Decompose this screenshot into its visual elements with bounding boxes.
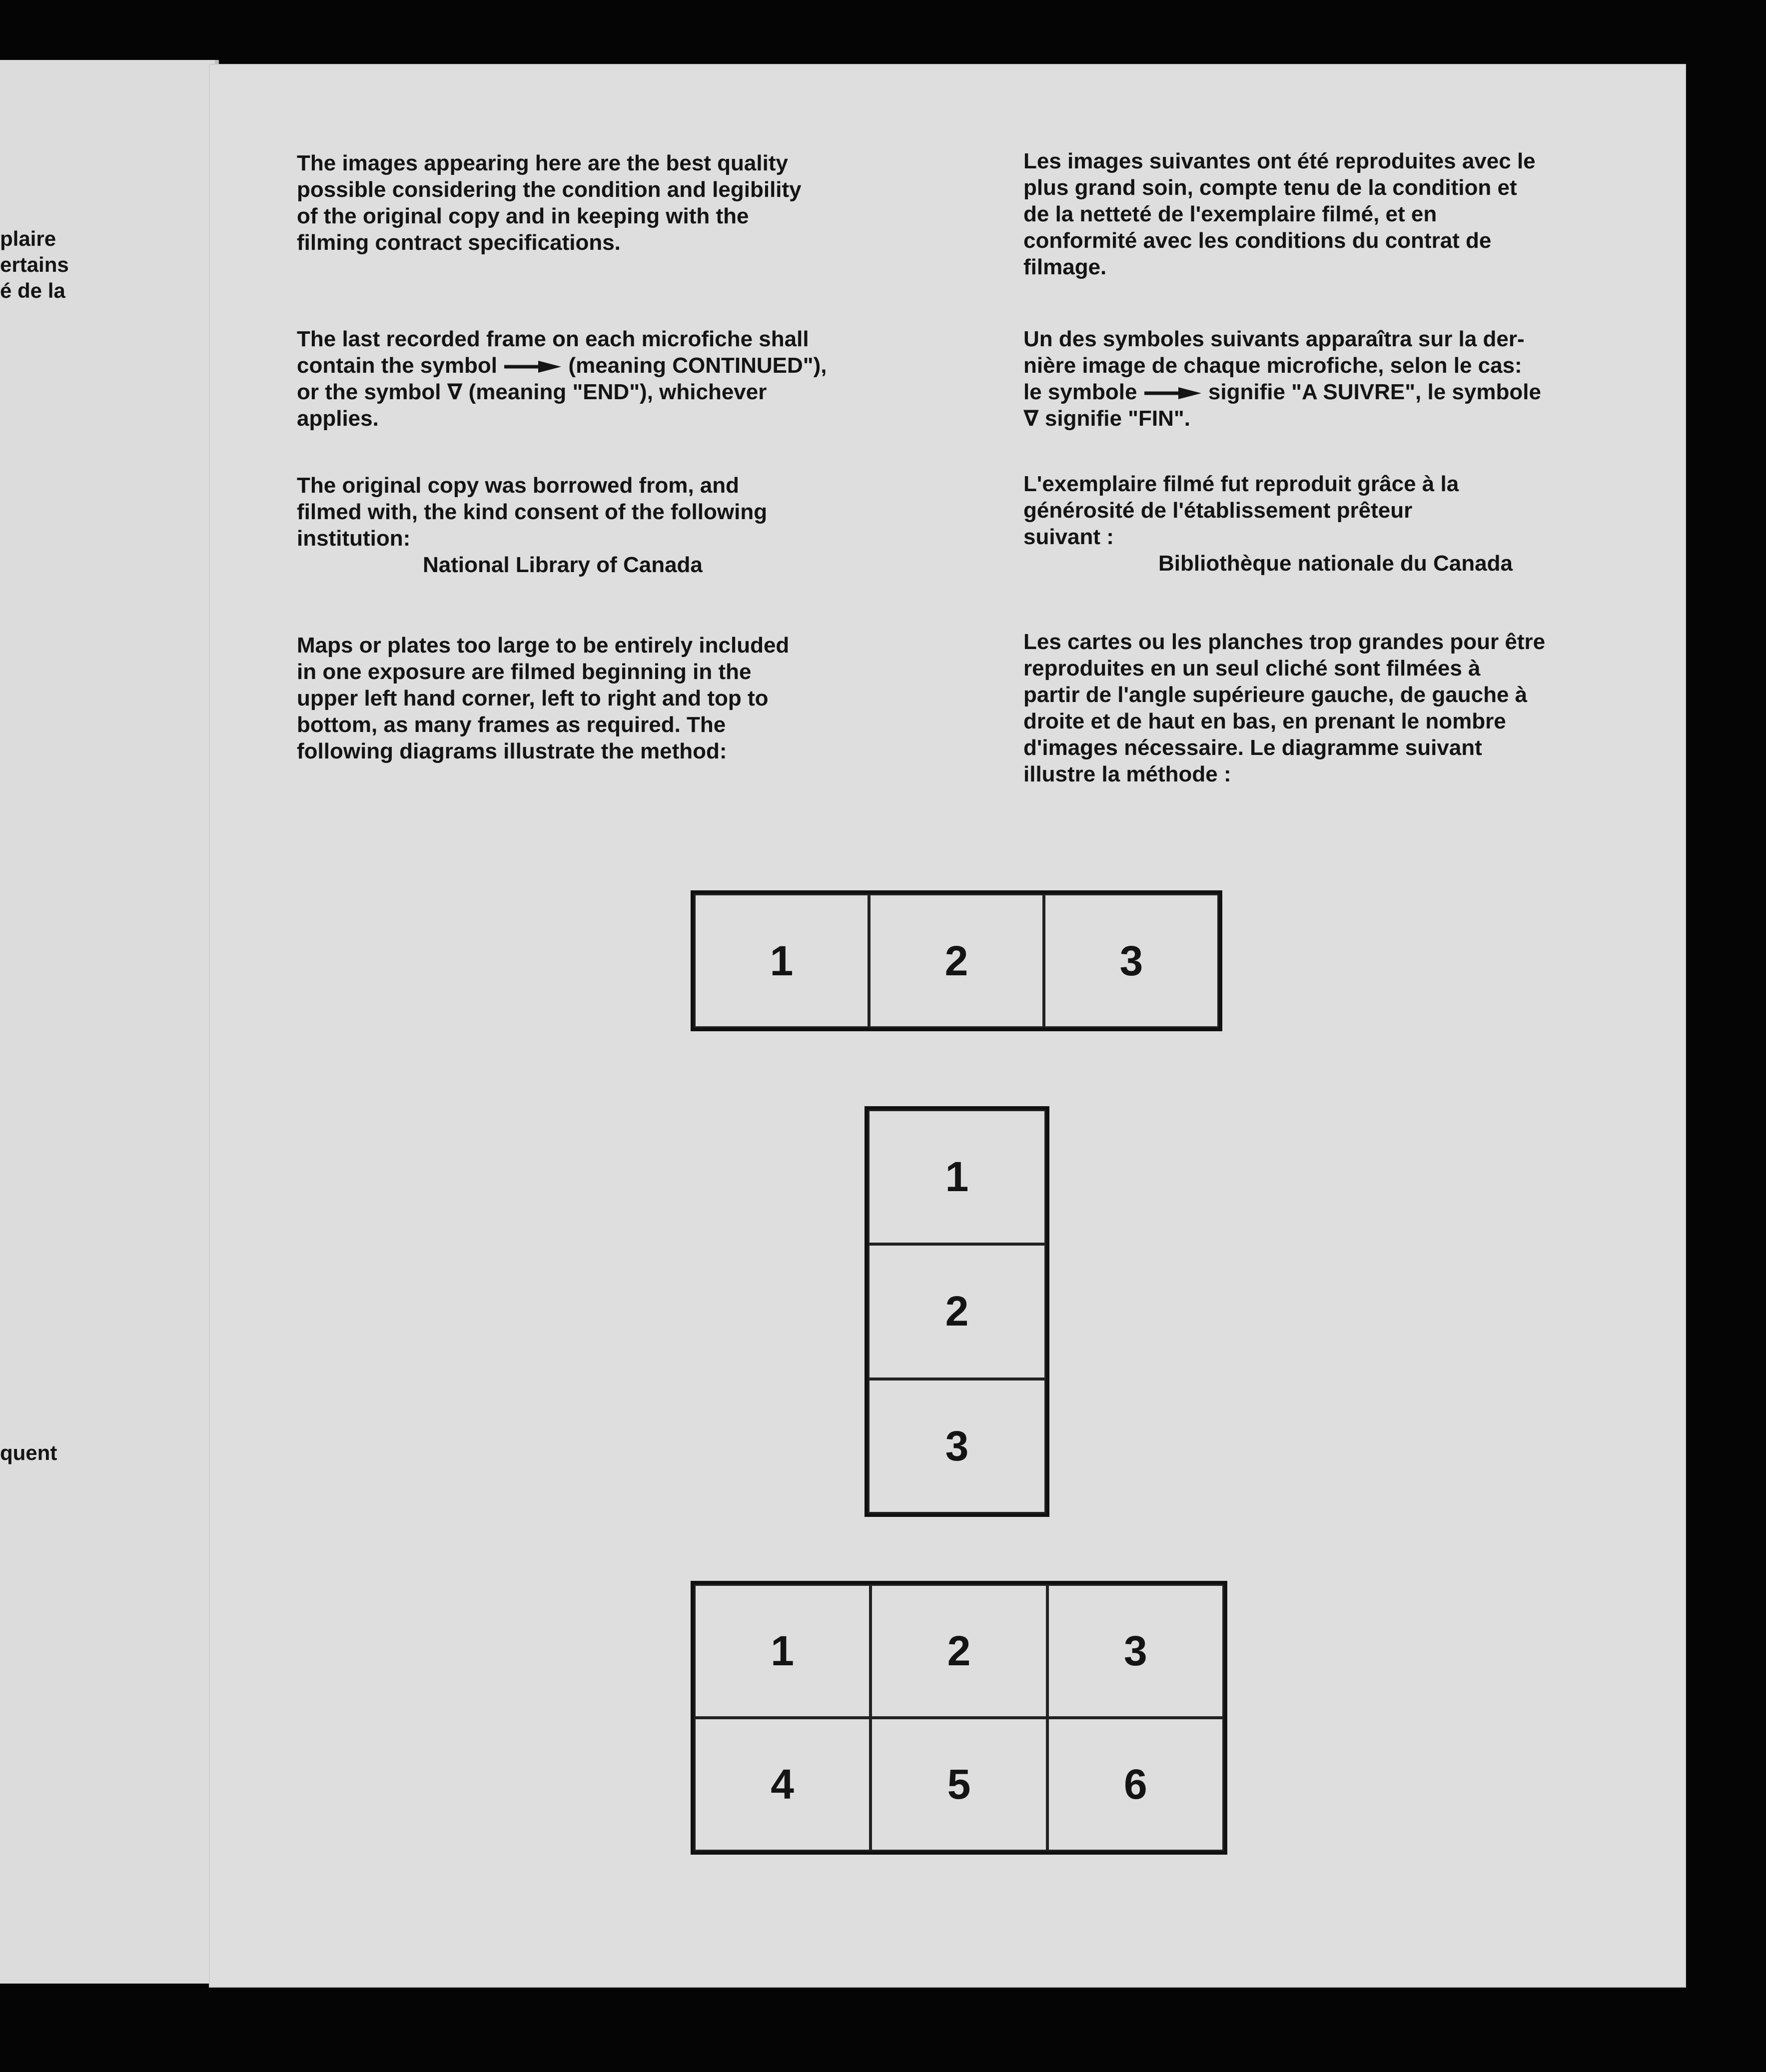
text-line: filming contract specifications.: [297, 230, 621, 255]
text-line: filmage.: [1023, 255, 1107, 279]
text-line: illustre la méthode :: [1023, 762, 1231, 786]
continued-arrow-icon: [1143, 386, 1202, 401]
text-line: in one exposure are filmed beginning in the: [297, 660, 752, 684]
left-fragment-text: plaire: [0, 227, 56, 250]
text-span: le symbole: [1023, 380, 1137, 404]
text-span: (meaning "END"), whichever: [468, 380, 767, 404]
text-line: following diagrams illustrate the method:: [297, 739, 727, 763]
text-line: [297, 352, 911, 379]
diagram-cell: 6: [1047, 1718, 1224, 1851]
left-fragment-text: é de la: [0, 279, 65, 302]
text-line: applies.: [297, 406, 379, 431]
text-line: The original copy was borrowed from, and: [297, 473, 740, 498]
english-symbols: [297, 326, 911, 432]
diagram-cell: 3: [1044, 894, 1219, 1028]
french-intro: [1023, 148, 1638, 280]
text-line: bottom, as many frames as required. The: [297, 712, 726, 737]
text-span: signifie "FIN".: [1044, 406, 1190, 431]
text-line: Maps or plates too large to be entirely included: [297, 633, 790, 658]
institution-name: National Library of Canada: [423, 553, 703, 577]
institution-name: Bibliothèque nationale du Canada: [1158, 551, 1513, 576]
diagram-vertical: [865, 1106, 1049, 1517]
diagram-cell: 1: [694, 894, 869, 1028]
diagram-cell: 4: [694, 1718, 871, 1851]
text-line: possible considering the condition and legibility: [297, 177, 802, 202]
text-line: The last recorded frame on each microfiche shall: [297, 327, 809, 351]
text-line: générosité de l'établissement prêteur: [1023, 498, 1413, 523]
text-line: conformité avec les conditions du contrat de: [1023, 228, 1492, 253]
diagram-cell: 3: [868, 1379, 1046, 1513]
text-line: institution:: [297, 526, 411, 551]
text-line: de la netteté de l'exemplaire filmé, et en: [1023, 202, 1437, 226]
text-line: [1023, 379, 1638, 405]
text-line: Un des symboles suivants apparaîtra sur la der-: [1023, 327, 1525, 351]
diagram-grid: [691, 1581, 1227, 1855]
text-line: [297, 379, 911, 405]
text-line: d'images nécessaire. Le diagramme suivant: [1023, 735, 1482, 760]
diagram-cell: 1: [694, 1584, 871, 1718]
english-maps: [297, 632, 911, 764]
french-maps: [1023, 629, 1638, 787]
text-line: partir de l'angle supérieure gauche, de gauche à: [1023, 683, 1528, 707]
end-triangle-icon: ∇: [447, 380, 463, 404]
diagram-cell: 2: [868, 1244, 1046, 1379]
english-intro: [297, 150, 911, 256]
text-span: signifie "A SUIVRE", le symbole: [1208, 380, 1541, 404]
diagram-cell: 2: [871, 1584, 1047, 1718]
text-line: upper left hand corner, left to right and top to: [297, 686, 769, 710]
text-line: Les images suivantes ont été reproduites avec le: [1023, 149, 1536, 173]
text-line: Les cartes ou les planches trop grandes pour être: [1023, 630, 1546, 654]
text-span: or the symbol: [297, 380, 441, 404]
french-copy: [1023, 471, 1638, 577]
text-line: nière image de chaque microfiche, selon le cas:: [1023, 353, 1522, 378]
diagram-cell: 3: [1047, 1584, 1224, 1718]
text-line: of the original copy and in keeping with the: [297, 204, 749, 228]
text-line: filmed with, the kind consent of the following: [297, 500, 768, 524]
text-line: plus grand soin, compte tenu de la condition et: [1023, 175, 1517, 200]
left-page-fragment: [0, 60, 219, 1984]
text-line: reproduites en un seul cliché sont filmées à: [1023, 656, 1481, 681]
left-fragment-text: ertains: [0, 253, 69, 276]
text-span: contain the symbol: [297, 353, 497, 378]
text-span: (meaning CONTINUED"),: [568, 353, 827, 378]
text-line: suivant :: [1023, 525, 1114, 549]
text-line: The images appearing here are the best quality: [297, 151, 788, 175]
diagram-horizontal: [691, 890, 1222, 1031]
left-fragment-text: quent: [0, 1441, 57, 1464]
end-triangle-icon: ∇: [1023, 406, 1039, 431]
diagram-cell: 1: [868, 1110, 1046, 1244]
diagram-cell: 5: [871, 1718, 1047, 1851]
text-line: [1023, 405, 1638, 432]
text-line: droite et de haut en bas, en prenant le nombre: [1023, 709, 1506, 733]
continued-arrow-icon: [503, 359, 562, 374]
french-symbols: [1023, 326, 1638, 432]
diagram-cell: 2: [869, 894, 1044, 1028]
english-copy: [297, 472, 911, 578]
text-line: L'exemplaire filmé fut reproduit grâce à la: [1023, 472, 1459, 496]
